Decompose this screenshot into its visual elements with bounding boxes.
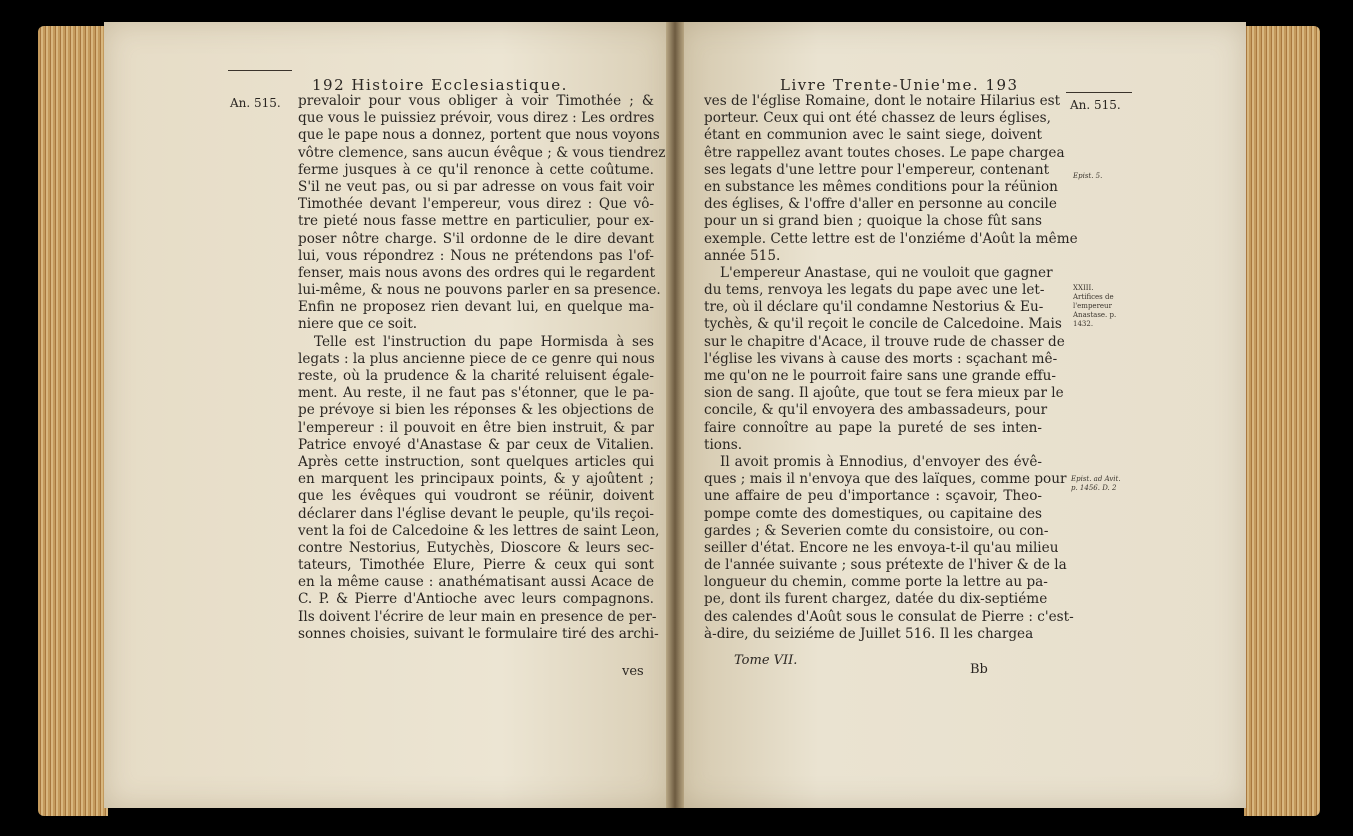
text-line: l'église les vivans à cause des morts : sçachant mê- xyxy=(704,350,1058,367)
text-line: étant en communion avec le saint siege, doivent xyxy=(704,127,1042,144)
text-line: tychès, & qu'il reçoit le concile de Calcedoine. Mais xyxy=(704,316,1062,333)
text-line: ques ; mais il n'envoya que des laïques, comme pour xyxy=(704,471,1067,488)
text-line: concile, & qu'il envoyera des ambassadeurs, pour xyxy=(704,402,1048,419)
text-line: en marquent les principaux points, & y ajoûtent ; xyxy=(298,471,654,488)
text-line: que le pape nous a donnez, portent que nous voyons xyxy=(298,127,660,144)
text-line: prevaloir pour vous obliger à voir Timothée ; & xyxy=(298,93,654,109)
text-line: reste, où la prudence & la charité reluisent égale- xyxy=(298,368,654,384)
text-line: Timothée devant l'empereur, vous direz : Que vô- xyxy=(298,196,654,213)
book-gutter xyxy=(666,22,684,808)
text-line: fenser, mais nous avons des ordres qui le regardent xyxy=(298,264,656,281)
text-line: tre pieté nous fasse mettre en particulier, pour ex- xyxy=(298,213,654,230)
text-line: tre, où il déclare qu'il condamne Nestorius & Eu- xyxy=(704,299,1044,316)
text-line: pour un si grand bien ; quoique la chose fût sans xyxy=(704,213,1042,230)
left-body-text xyxy=(298,93,666,643)
text-line: en la même cause : anathématisant aussi Acace de xyxy=(298,574,654,591)
text-line: ves de l'église Romaine, dont le notaire Hilarius est xyxy=(704,93,1061,109)
text-line: en substance les mêmes conditions pour la réünion xyxy=(704,178,1058,195)
running-head-right: Livre Trente-Unie'me. 193 xyxy=(780,76,1019,94)
signature-mark: Bb xyxy=(970,662,988,677)
text-line: l'empereur : il pouvoit en être bien instruit, & par xyxy=(298,419,654,436)
text-line: vôtre clemence, sans aucun évêque ; & vous tiendrez xyxy=(298,144,666,161)
text-line: des églises, & l'offre d'aller en personne au concile xyxy=(704,196,1057,213)
text-line: sur le chapitre d'Acace, il trouve rude de chasser de xyxy=(704,333,1065,350)
text-line: Après cette instruction, sont quelques articles qui xyxy=(298,453,654,470)
volume-footer: Tome VII. xyxy=(734,653,798,668)
margin-rule-right xyxy=(1066,92,1132,93)
text-line: sion de sang. Il ajoûte, que tout se fera mieux par le xyxy=(704,385,1064,402)
text-line: déclarer dans l'église devant le peuple, qu'ils reçoi- xyxy=(298,505,654,522)
margin-year-left: An. 515. xyxy=(230,96,281,110)
text-line: ferme jusques à ce qu'il renonce à cette coûtume. xyxy=(298,161,654,178)
text-line: tions. xyxy=(704,436,743,453)
text-line: être rappellez avant toutes choses. Le pape chargea xyxy=(704,144,1065,161)
running-head-left: 192 Histoire Ecclesiastique. xyxy=(312,76,568,94)
margin-note: Epist. ad Avit. p. 1456. D. 2 xyxy=(1071,475,1121,492)
text-line: pe, dont ils furent chargez, datée du dix-septiéme xyxy=(704,591,1048,608)
text-line: que les évêques qui voudront se réünir, doivent xyxy=(298,488,654,505)
text-line: Enfin ne proposez rien devant lui, en quelque ma- xyxy=(298,299,654,316)
text-line: L'empereur Anastase, qui ne vouloit que gagner xyxy=(720,264,1053,281)
text-line: ses legats d'une lettre pour l'empereur, contenant xyxy=(704,161,1050,178)
text-line: Telle est l'instruction du pape Hormisda à ses xyxy=(314,333,654,350)
margin-note: XXIII. Artifices de l'empereur Anastase. p. 1432. xyxy=(1073,284,1117,328)
text-line: longueur du chemin, comme porte la lettre au pa- xyxy=(704,574,1048,591)
text-line: faire connoître au pape la pureté de ses inten- xyxy=(704,419,1042,436)
text-line: porteur. Ceux qui ont été chassez de leurs églises, xyxy=(704,110,1051,127)
book-fore-edge-right xyxy=(1244,26,1320,816)
text-line: poser nôtre charge. S'il ordonne de le dire devant xyxy=(298,230,654,247)
text-line: du tems, renvoya les legats du pape avec une let- xyxy=(704,282,1045,299)
margin-note: Epist. 5. xyxy=(1073,172,1103,180)
text-line: année 515. xyxy=(704,247,781,264)
text-line: pompe comte des domestiques, ou capitaine des xyxy=(704,505,1042,522)
text-line: des calendes d'Août sous le consulat de Pierre : c'est- xyxy=(704,608,1074,625)
text-line: exemple. Cette lettre est de l'onziéme d'Août la même xyxy=(704,230,1078,247)
text-line: Patrice envoyé d'Anastase & par ceux de Vitalien. xyxy=(298,436,654,453)
text-line: une affaire de peu d'importance : sçavoir, Theo- xyxy=(704,488,1042,505)
text-line: à-dire, du seiziéme de Juillet 516. Il les chargea xyxy=(704,625,1034,642)
text-line: lui, vous répondrez : Nous ne prétendons pas l'of- xyxy=(298,247,654,264)
text-line: lui-même, & nous ne pouvons parler en sa presence. xyxy=(298,282,661,299)
margin-rule xyxy=(228,70,292,71)
text-line: C. P. & Pierre d'Antioche avec leurs compagnons. xyxy=(298,591,654,608)
text-line: seiller d'état. Encore ne les envoya-t-il qu'au milieu xyxy=(704,539,1059,556)
text-line: legats : la plus ancienne piece de ce genre qui nous xyxy=(298,350,655,367)
text-line: me qu'on ne le pourroit faire sans une grande effu- xyxy=(704,368,1057,384)
text-line: niere que ce soit. xyxy=(298,316,418,333)
text-line: de l'année suivante ; sous prétexte de l'hiver & de la xyxy=(704,557,1067,574)
text-line: Il avoit promis à Ennodius, d'envoyer des évê- xyxy=(720,453,1042,470)
text-line: tateurs, Timothée Elure, Pierre & ceux qui sont xyxy=(298,557,654,574)
text-line: pe prévoye si bien les réponses & les objections de xyxy=(298,402,654,419)
catchword: ves xyxy=(622,664,644,679)
text-line: que vous le puissiez prévoir, vous direz : Les ordres xyxy=(298,110,655,127)
right-body-text xyxy=(704,93,1078,643)
text-line: sonnes choisies, suivant le formulaire tiré des archi- xyxy=(298,625,659,642)
text-line: vent la foi de Calcedoine & les lettres de saint Leon, xyxy=(298,522,660,539)
text-line: Ils doivent l'écrire de leur main en presence de per- xyxy=(298,608,657,625)
margin-year-right: An. 515. xyxy=(1070,98,1121,112)
text-line: gardes ; & Severien comte du consistoire, ou con- xyxy=(704,522,1049,539)
text-line: ment. Au reste, il ne faut pas s'étonner, que le pa- xyxy=(298,385,654,402)
text-line: S'il ne veut pas, ou si par adresse on vous fait voir xyxy=(298,178,654,195)
text-line: contre Nestorius, Eutychès, Dioscore & leurs sec- xyxy=(298,539,654,556)
book-fore-edge-left xyxy=(38,26,108,816)
